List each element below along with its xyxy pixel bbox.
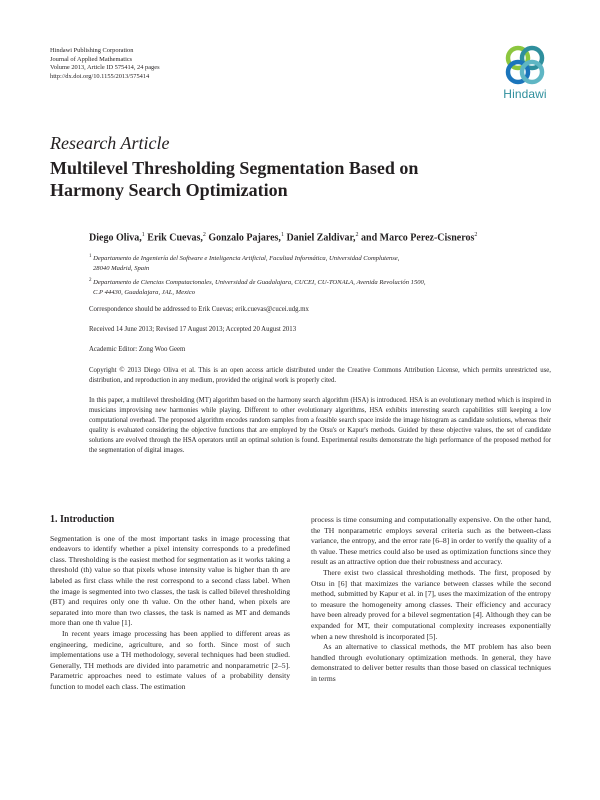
- affiliation-line: Departamento de Ciencias Computacionales, Universidad de Guadalajara, CUCEI, CU-TONALA, Avenida Revolución 1500,: [93, 279, 426, 287]
- author-affiliation-mark: 1: [280, 232, 284, 238]
- affiliation-mark: 2: [89, 278, 92, 283]
- author-affiliation-mark: 2: [355, 232, 359, 238]
- hindawi-logo: [496, 44, 554, 104]
- author-name: Gonzalo Pajares,: [205, 232, 281, 244]
- affiliation-1: [89, 252, 559, 274]
- paragraph: Segmentation is one of the most important tasks in image processing that endeavors to identify whether a pixel intensity corresponds to a predefined class. Thresholding is the easiest method for segmentation as it works taking a threshold (th) value so that pixels whose intensity value is higher than th are labeled as first class while the rest correspond to a second class label. When the image is segmented into two classes, the task is called bilevel thresholding (BT) and requires only one th value. On the other hand, when pixels are separated into more than two classes, the task is named as MT and demands more than one th value [1].: [50, 533, 290, 628]
- doi-link[interactable]: http://dx.doi.org/10.1155/2013/575414: [50, 72, 150, 80]
- author-list: [89, 232, 477, 243]
- correspondence: Correspondence should be addressed to Erik Cuevas; erik.cuevas@cucei.udg.mx: [89, 306, 309, 313]
- abstract: In this paper, a multilevel thresholding (MT) algorithm based on the harmony search algorithm (HSA) is introduced. HSA is an evolutionary method which is inspired in musicians improvising new harmonies while playing. Different to other evolutionary algorithms, HSA exhibits interesting search capabilities still keeping a low computational overhead. The proposed algorithm encodes random samples from a feasible search space inside the image histogram as candidate solutions, whereas their quality is evaluated considering the objective functions that are employed by the Otsu's or Kapur's methods. Guided by these objective values, the set of candidate solutions are evolved through the HSA operators until an optimal solution is found. Experimental results demonstrate the high performance of the proposed method for the segmentation of digital images.: [89, 397, 551, 454]
- hindawi-logo-text: Hindawi: [503, 87, 547, 101]
- article-type: Research Article: [50, 133, 170, 153]
- paragraph: In recent years image processing has been applied to different areas as engineering, medicine, agriculture, and so forth. Since most of such implementations use a TH methodology, several techniques had been studied. Generally, TH methods are divided into parametric and nonparametric [2–5]. Parametric approaches need to estimate values of a probability density function to model each class. The estimation: [50, 628, 290, 691]
- section-heading: 1. Introduction: [50, 514, 115, 525]
- academic-editor: Academic Editor: Zong Woo Geem: [89, 346, 186, 353]
- author-name: Diego Oliva,: [89, 232, 142, 244]
- paragraph: There exist two classical thresholding methods. The first, proposed by Otsu in [6] that maximizes the variance between classes while the second method, submitted by Kapur et al. in [7], uses the maximization of the entropy to measure the homogeneity among classes. Their efficiency and accuracy have been already proved for a bilevel segmentation [4]. Although they can be expanded for MT, their computational complexity increases exponentially when a new threshold is incorporated [5].: [311, 567, 551, 641]
- volume-info: Volume 2013, Article ID 575414, 24 pages: [50, 64, 160, 72]
- author-name: Daniel Zaldivar,: [283, 232, 356, 244]
- body-column-right: [311, 515, 551, 685]
- hindawi-rings-icon: [502, 44, 548, 86]
- author-affiliation-mark: 2: [202, 232, 206, 238]
- article-dates: Received 14 June 2013; Revised 17 August 2013; Accepted 20 August 2013: [89, 326, 297, 333]
- author-affiliation-mark: 1: [141, 232, 145, 238]
- paragraph: process is time consuming and computationally expensive. On the other hand, the TH nonparametric employs several criteria such as the between-class variance, the entropy, and the error rate [6–8] in order to verify the quality of a th value. These metrics could also be used as optimization functions since they result as an attractive option due their robustness and accuracy.: [311, 515, 551, 567]
- publication-info: [50, 47, 160, 81]
- journal-name: Journal of Applied Mathematics: [50, 55, 133, 63]
- affiliation-line: C.P 44430, Guadalajara, JAL, Mexico: [93, 289, 196, 297]
- affiliation-mark: 1: [89, 254, 92, 259]
- copyright-notice: Copyright © 2013 Diego Oliva et al. This is an open access article distributed under the Creative Commons Attribution License, which permits unrestricted use, distribution, and reproduction in any medium, provided the original work is properly cited.: [89, 367, 551, 384]
- author-affiliation-mark: 2: [474, 232, 478, 238]
- author-name: and Marco Perez-Cisneros: [358, 232, 475, 244]
- body-column-left: [50, 515, 290, 693]
- paragraph: As an alternative to classical methods, the MT problem has also been handled through evolutionary optimization methods. In general, they have demonstrated to deliver better results than those based on classical techniques in terms: [311, 642, 551, 683]
- affiliation-line: Departamento de Ingeniería del Software e Inteligencia Artificial, Facultad Informática, Universidad Complutense,: [93, 255, 400, 263]
- publisher-name: Hindawi Publishing Corporation: [50, 47, 134, 54]
- article-title: Multilevel Thresholding Segmentation Based on Harmony Search Optimization: [50, 158, 419, 200]
- affiliation-line: 28040 Madrid, Spain: [93, 265, 150, 273]
- author-name: Erik Cuevas,: [144, 232, 203, 244]
- affiliation-2: [89, 276, 559, 298]
